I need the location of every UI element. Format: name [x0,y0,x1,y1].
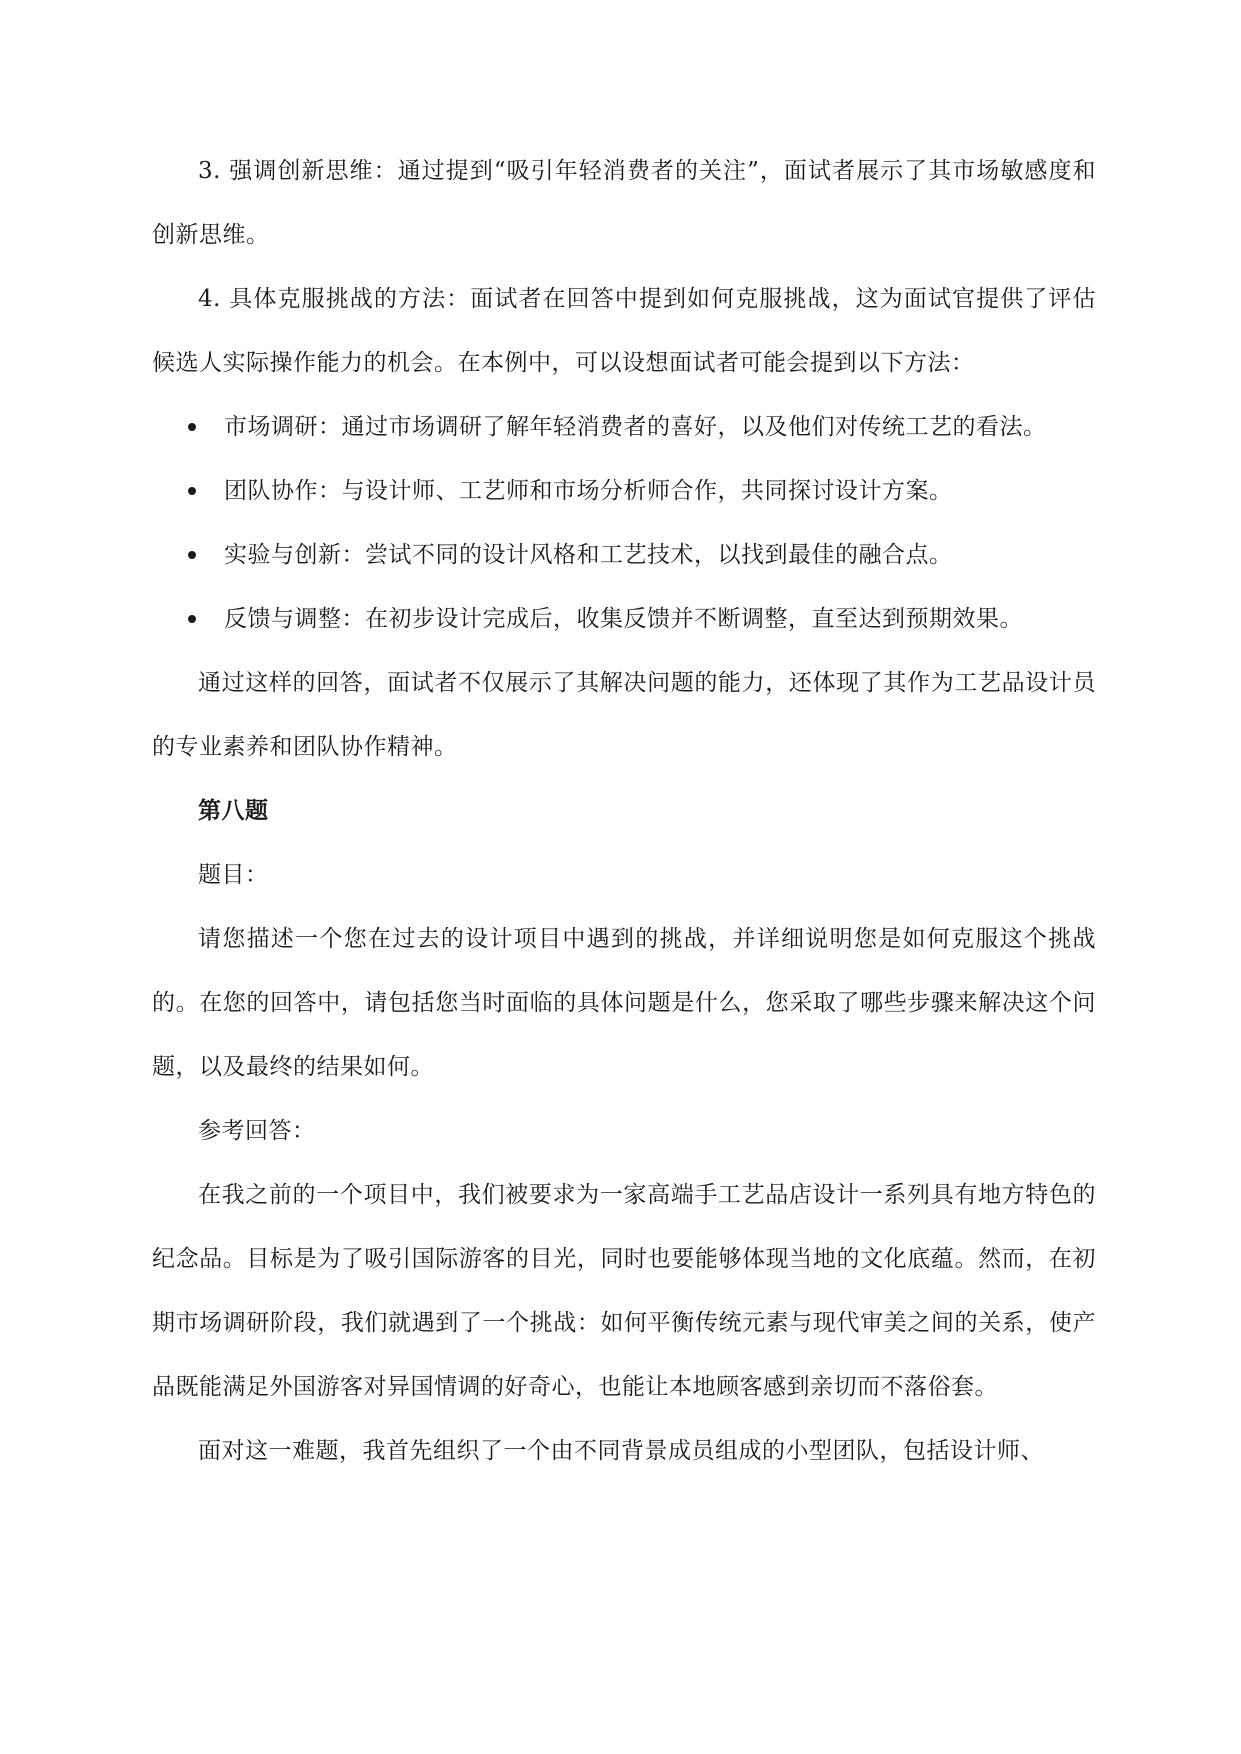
answer-paragraph: 面对这一难题，我首先组织了一个由不同背景成员组成的小型团队，包括设计师、 [198,1438,1044,1464]
list-item-text: 实验与创新：尝试不同的设计风格和工艺技术，以找到最佳的融合点。 [224,542,953,568]
list-item-text: 市场调研：通过市场调研了解年轻消费者的喜好，以及他们对传统工艺的看法。 [224,414,1047,440]
answer-paragraph: 在我之前的一个项目中，我们被要求为一家高端手工艺品店设计一系列具有地方特色的纪念品。目标是为了吸引国际游客的目光，同时也要能够体现当地的文化底蕴。然而，在初期市场调研阶段，我们就遇到了一个挑战：如何平衡传统元素与现代审美之间的关系，使产品既能满足外国游客对异国情调的好奇心，也能让本地顾客感到亲切而不落俗套。 [152,1182,1096,1400]
list-item [152,523,1096,587]
bullet-icon [188,551,196,559]
paragraph-challenge-methods: 4. 具体克服挑战的方法：面试者在回答中提到如何克服挑战，这为面试官提供了评估候选人实际操作能力的机会。在本例中，可以设想面试者可能会提到以下方法： [152,286,1096,376]
question-label: 题目： [198,862,269,888]
bullet-icon [188,487,196,495]
list-item [152,395,1096,459]
list-item-text: 反馈与调整：在初步设计完成后，收集反馈并不断调整，直至达到预期效果。 [224,606,1023,632]
bullet-icon [188,423,196,431]
list-item-text: 团队协作：与设计师、工艺师和市场分析师合作，共同探讨设计方案。 [224,478,953,504]
list-item [152,587,1096,651]
section-heading: 第八题 [198,797,269,824]
methods-list [152,395,1096,651]
answer-label: 参考回答： [198,1118,316,1144]
bullet-icon [188,615,196,623]
list-item [152,459,1096,523]
question-text: 请您描述一个您在过去的设计项目中遇到的挑战，并详细说明您是如何克服这个挑战的。在您的回答中，请包括您当时面临的具体问题是什么，您采取了哪些步骤来解决这个问题，以及最终的结果如何。 [152,926,1096,1080]
document-body [152,139,1096,1483]
paragraph-innovation-point: 3. 强调创新思维：通过提到“吸引年轻消费者的关注”，面试者展示了其市场敏感度和创新思维。 [152,158,1096,248]
paragraph-summary: 通过这样的回答，面试者不仅展示了其解决问题的能力，还体现了其作为工艺品设计员的专业素养和团队协作精神。 [152,670,1096,760]
